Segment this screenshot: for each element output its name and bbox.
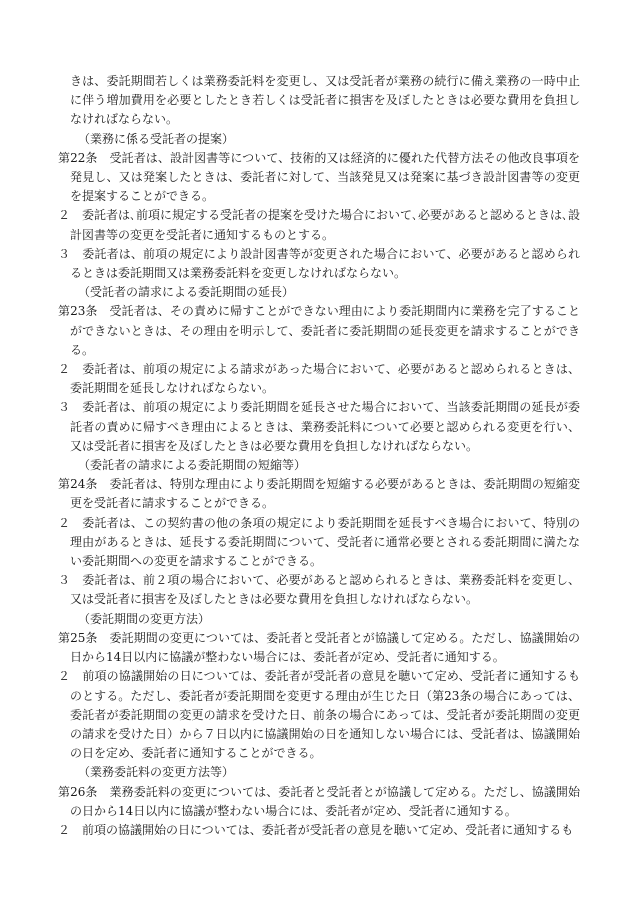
article-24-item-2: ２ 委託者は、この契約書の他の条項の規定により委託期間を延長すべき場合において、特別の理由があるときは、延長する委託期間について、受託者に通常必要とされる委託期間に満たない委託期間への変更を請求することができる。 — [58, 515, 580, 569]
article-22: 第22条 受託者は、設計図書等について、技術的又は経済的に優れた代替方法その他改良事項を発見し、又は発案したときは、委託者に対して、当該発見又は発案に基づき設計図書等の変更を提案することができる。 — [58, 150, 580, 204]
document-page — [58, 72, 580, 840]
article-caption: （委託者の請求による委託期間の短縮等） — [78, 458, 307, 473]
article-23-item-3: ３ 委託者は、前項の規定により委託期間を延長させた場合において、当該委託期間の延長が委託者の責めに帰すべき理由によるときは、業務委託料について必要と認められる変更を行い、又は受託者に損害を及ぼしたときは必要な費用を負担しなければならない。 — [58, 400, 580, 453]
article-23: 第23条 受託者は、その責めに帰すことができない理由により委託期間内に業務を完了することができないときは、その理由を明示して、委託者に委託期間の延長変更を請求することができる。 — [58, 304, 580, 357]
article-26: 第26条 業務委託料の変更については、委託者と受託者とが協議して定める。ただし、協議開始の日から14日以内に協議が整わない場合には、委託者が定め、受託者に通知する。 — [58, 784, 580, 818]
article-caption: （業務委託料の変更方法等） — [78, 765, 235, 780]
article-24: 第24条 委託者は、特別な理由により委託期間を短縮する必要があるときは、委託期間の短縮変更を受託者に請求することができる。 — [58, 477, 580, 511]
article-caption: （業務に係る受託者の提案） — [78, 131, 235, 146]
article-25: 第25条 委託期間の変更については、委託者と受託者とが協議して定める。ただし、協議開始の日から14日以内に協議が整わない場合には、委託者が定め、受託者に通知する。 — [58, 630, 580, 665]
article-26-item-2: ２ 前項の協議開始の日については、委託者が受託者の意見を聴いて定め、受託者に通知するも — [58, 822, 574, 837]
article-caption: （受託者の請求による委託期間の延長） — [78, 285, 295, 300]
article-25-item-2: ２ 前項の協議開始の日については、委託者が受託者の意見を聴いて定め、受託者に通知するものとする。ただし、委託者が委託期間を変更する理由が生じた日（第23条の場合にあっては、委託者が委託期間の変更の請求を受けた日、前条の場合にあっては、受託者が委託期間の変更の請求を受けた日）から７日以内に協議開始の日を通知しない場合には、受託者は、協議開始の日を定め、委託者に通知することができる。 — [58, 669, 580, 761]
paragraph-continuation: きは、委託期間若しくは業務委託料を変更し、又は受託者が業務の続行に備え業務の一時中止に伴う増加費用を必要としたとき若しくは受託者に損害を及ぼしたときは必要な費用を負担しなければならない。 — [70, 74, 580, 127]
article-22-item-3: ３ 委託者は、前項の規定により設計図書等が変更された場合において、必要があると認められるときは委託期間又は業務委託料を変更しなければならない。 — [58, 246, 580, 281]
article-23-item-2: ２ 委託者は、前項の規定による請求があった場合において、必要があると認められるときは、委託期間を延長しなければならない。 — [58, 362, 580, 396]
article-caption: （委託期間の変更方法） — [78, 611, 211, 626]
article-22-item-2: ２ 委託者は､前項に規定する受託者の提案を受けた場合において､必要があると認めるときは､設計図書等の変更を受託者に通知するものとする。 — [58, 208, 581, 242]
article-24-item-3: ３ 委託者は、前２項の場合において、必要があると認められるときは、業務委託料を変更し、又は受託者に損害を及ぼしたときは必要な費用を負担しなければならない。 — [58, 573, 580, 607]
